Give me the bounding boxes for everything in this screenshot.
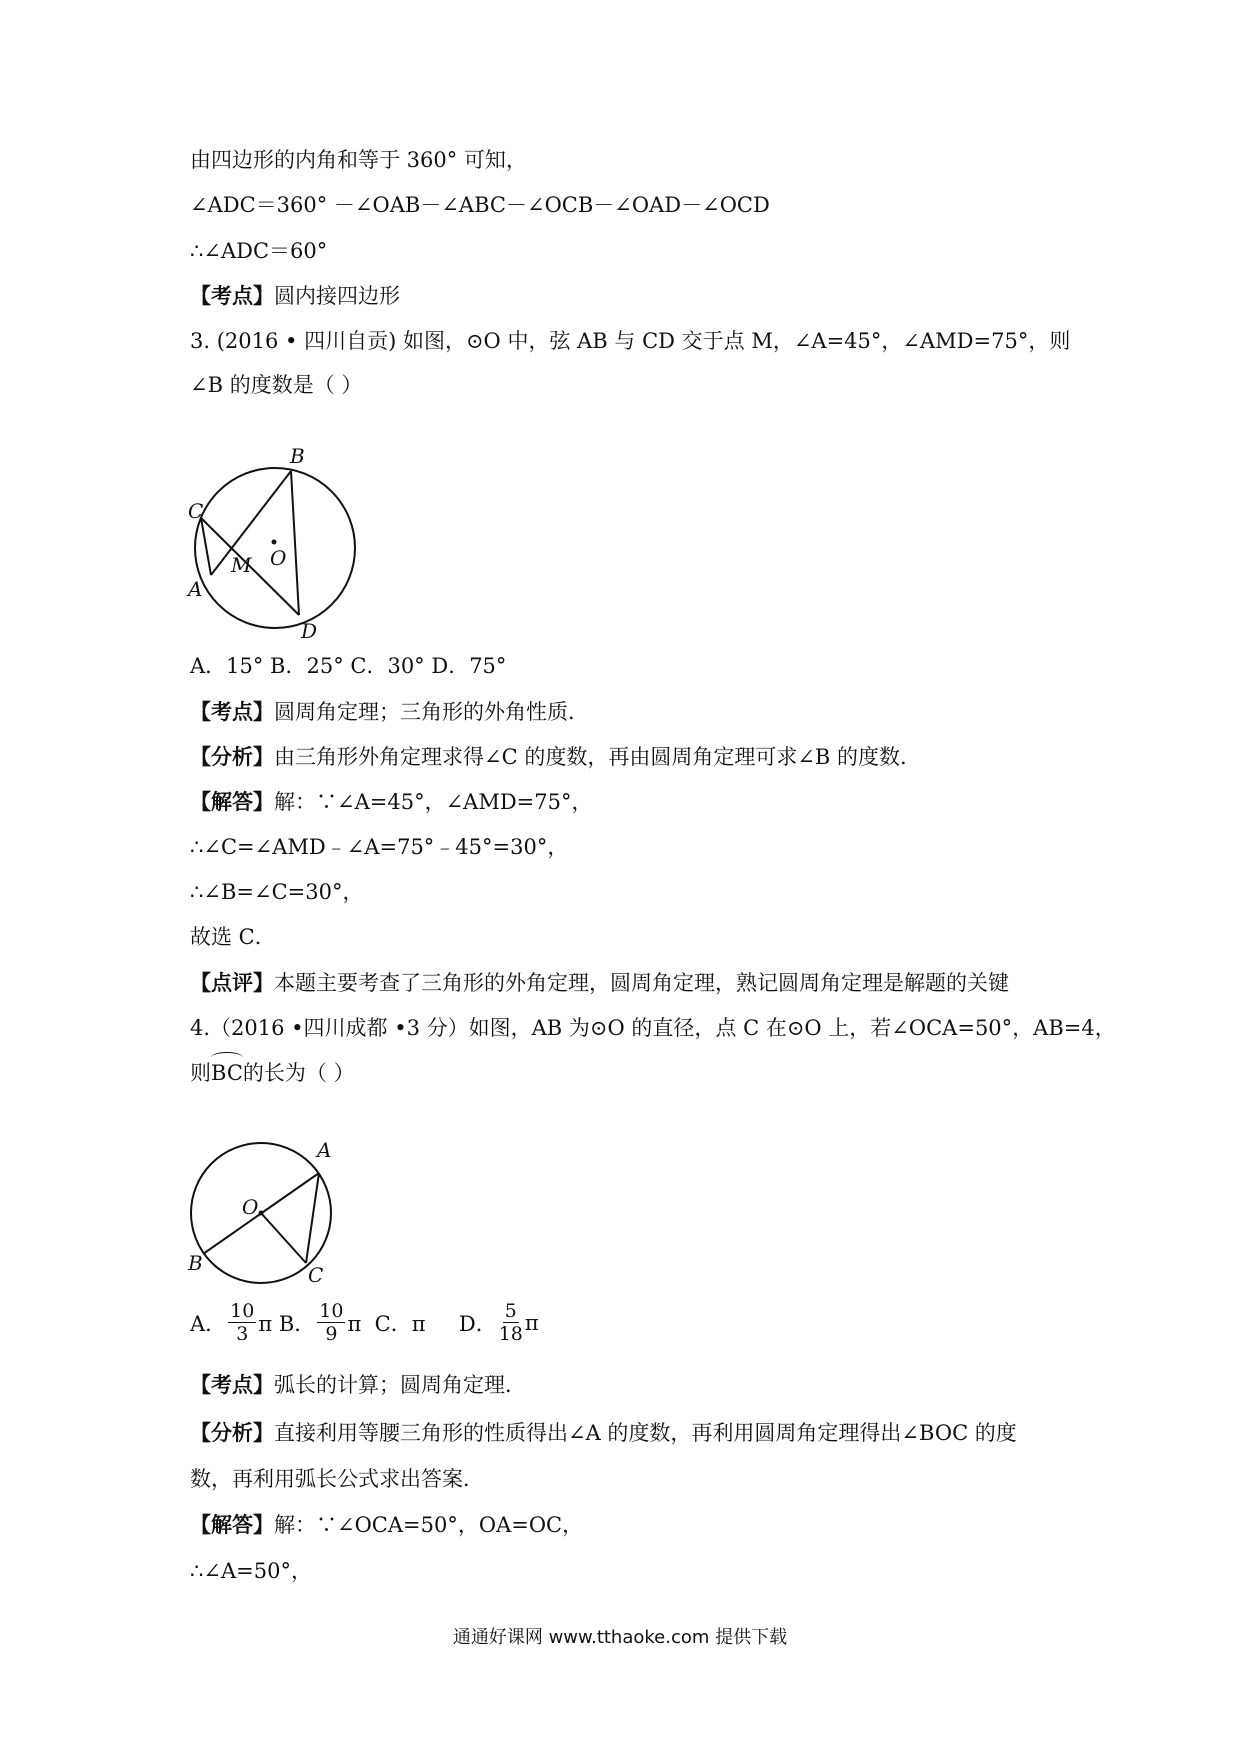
answer-options: A．15° B．25° C．30° D．75° xyxy=(190,654,507,678)
section-tag: 【分析】 xyxy=(190,744,274,769)
text-line: 故选 C． xyxy=(190,925,276,949)
text-line: 由四边形的内角和等于 360° 可知， xyxy=(190,148,527,172)
center-dot xyxy=(272,540,277,545)
numerator: 10 xyxy=(319,1300,344,1322)
text-line xyxy=(190,281,400,311)
fraction xyxy=(499,1300,523,1345)
denominator: 9 xyxy=(325,1323,338,1345)
arc-bc: BC xyxy=(211,1058,243,1088)
answer-options xyxy=(190,1300,539,1345)
chord-ac xyxy=(306,1173,319,1263)
label-o: O xyxy=(242,1195,259,1219)
text-line: ∴∠B=∠C=30°， xyxy=(190,880,364,904)
text-line xyxy=(190,1510,583,1540)
option-text: A． xyxy=(190,1311,227,1336)
text-line xyxy=(190,1370,526,1400)
question-3-stem: ∠B 的度数是（ ） xyxy=(190,373,363,397)
question-3-stem: 3. (2016 • 四川自贡) 如图，⊙O 中，弦 AB 与 CD 交于点 M，∠A=45°，∠AMD=75°，则 xyxy=(190,329,1071,353)
section-text: 直接利用等腰三角形的性质得出∠A 的度数，再利用圆周角定理得出∠BOC 的度 xyxy=(274,1421,1017,1445)
label-b: B xyxy=(290,444,305,468)
option-text: π B． xyxy=(258,1311,316,1336)
section-tag: 【考点】 xyxy=(190,699,274,724)
label-b: B xyxy=(188,1251,203,1275)
question-4-stem: 4.（2016 •四川成都 •3 分）如图，AB 为⊙O 的直径，点 C 在⊙O 上，若∠OCA=50°，AB=4， xyxy=(190,1016,1116,1040)
stem-text: 则 xyxy=(190,1061,211,1085)
page-footer: 通通好课网 www.tthaoke.com 提供下载 xyxy=(452,1627,788,1648)
section-tag: 【解答】 xyxy=(190,789,274,814)
stem-text: 的长为（ ） xyxy=(242,1061,355,1085)
label-o: O xyxy=(270,546,287,570)
section-text: 解：∵∠OCA=50°，OA=OC， xyxy=(274,1513,584,1537)
figure-q3-circle xyxy=(190,445,370,645)
label-d: D xyxy=(301,619,318,643)
text-line xyxy=(190,697,589,727)
section-text: 弧长的计算；圆周角定理． xyxy=(274,1373,526,1397)
label-c: C xyxy=(188,499,204,523)
text-line: ∠ADC＝360° －∠OAB－∠ABC－∠OCB－∠OAD－∠OCD xyxy=(190,193,770,217)
label-m: M xyxy=(231,553,252,577)
option-text: π C．π D． xyxy=(347,1311,497,1336)
section-tag: 【点评】 xyxy=(190,970,274,995)
fraction xyxy=(317,1300,345,1345)
text-line: ∴∠ADC＝60° xyxy=(190,239,328,263)
question-4-stem xyxy=(190,1058,355,1088)
text-line xyxy=(190,968,1009,998)
label-a: A xyxy=(188,577,203,601)
section-text: 本题主要考查了三角形的外角定理，圆周角定理，熟记圆周角定理是解题的关键 xyxy=(274,971,1009,995)
chord-bd xyxy=(291,471,299,615)
fraction xyxy=(228,1300,256,1345)
center-dot xyxy=(259,1211,264,1216)
text-line xyxy=(190,1418,1017,1448)
text-line: 数，再利用弧长公式求出答案． xyxy=(190,1467,484,1491)
figure-q4-circle xyxy=(185,1130,345,1290)
numerator: 5 xyxy=(504,1300,517,1322)
text-line xyxy=(190,742,921,772)
text-line: ∴∠A=50°， xyxy=(190,1559,312,1583)
text-line xyxy=(190,787,593,817)
label-a: A xyxy=(317,1138,332,1162)
section-tag: 【解答】 xyxy=(190,1512,274,1537)
option-text: π xyxy=(524,1310,539,1335)
section-text: 圆周角定理；三角形的外角性质． xyxy=(274,700,589,724)
section-tag: 【考点】 xyxy=(190,283,274,308)
label-c: C xyxy=(308,1263,324,1287)
section-text: 圆内接四边形 xyxy=(274,284,400,308)
text-line: ∴∠C=∠AMD﹣∠A=75°﹣45°=30°， xyxy=(190,835,569,859)
section-text: 由三角形外角定理求得∠C 的度数，再由圆周角定理可求∠B 的度数． xyxy=(274,745,922,769)
numerator: 10 xyxy=(230,1300,255,1322)
section-tag: 【考点】 xyxy=(190,1372,274,1397)
section-tag: 【分析】 xyxy=(190,1420,274,1445)
section-text: 解：∵∠A=45°，∠AMD=75°， xyxy=(274,790,593,814)
denominator: 3 xyxy=(236,1323,249,1345)
denominator: 18 xyxy=(498,1323,523,1345)
radius-oc xyxy=(261,1213,306,1263)
